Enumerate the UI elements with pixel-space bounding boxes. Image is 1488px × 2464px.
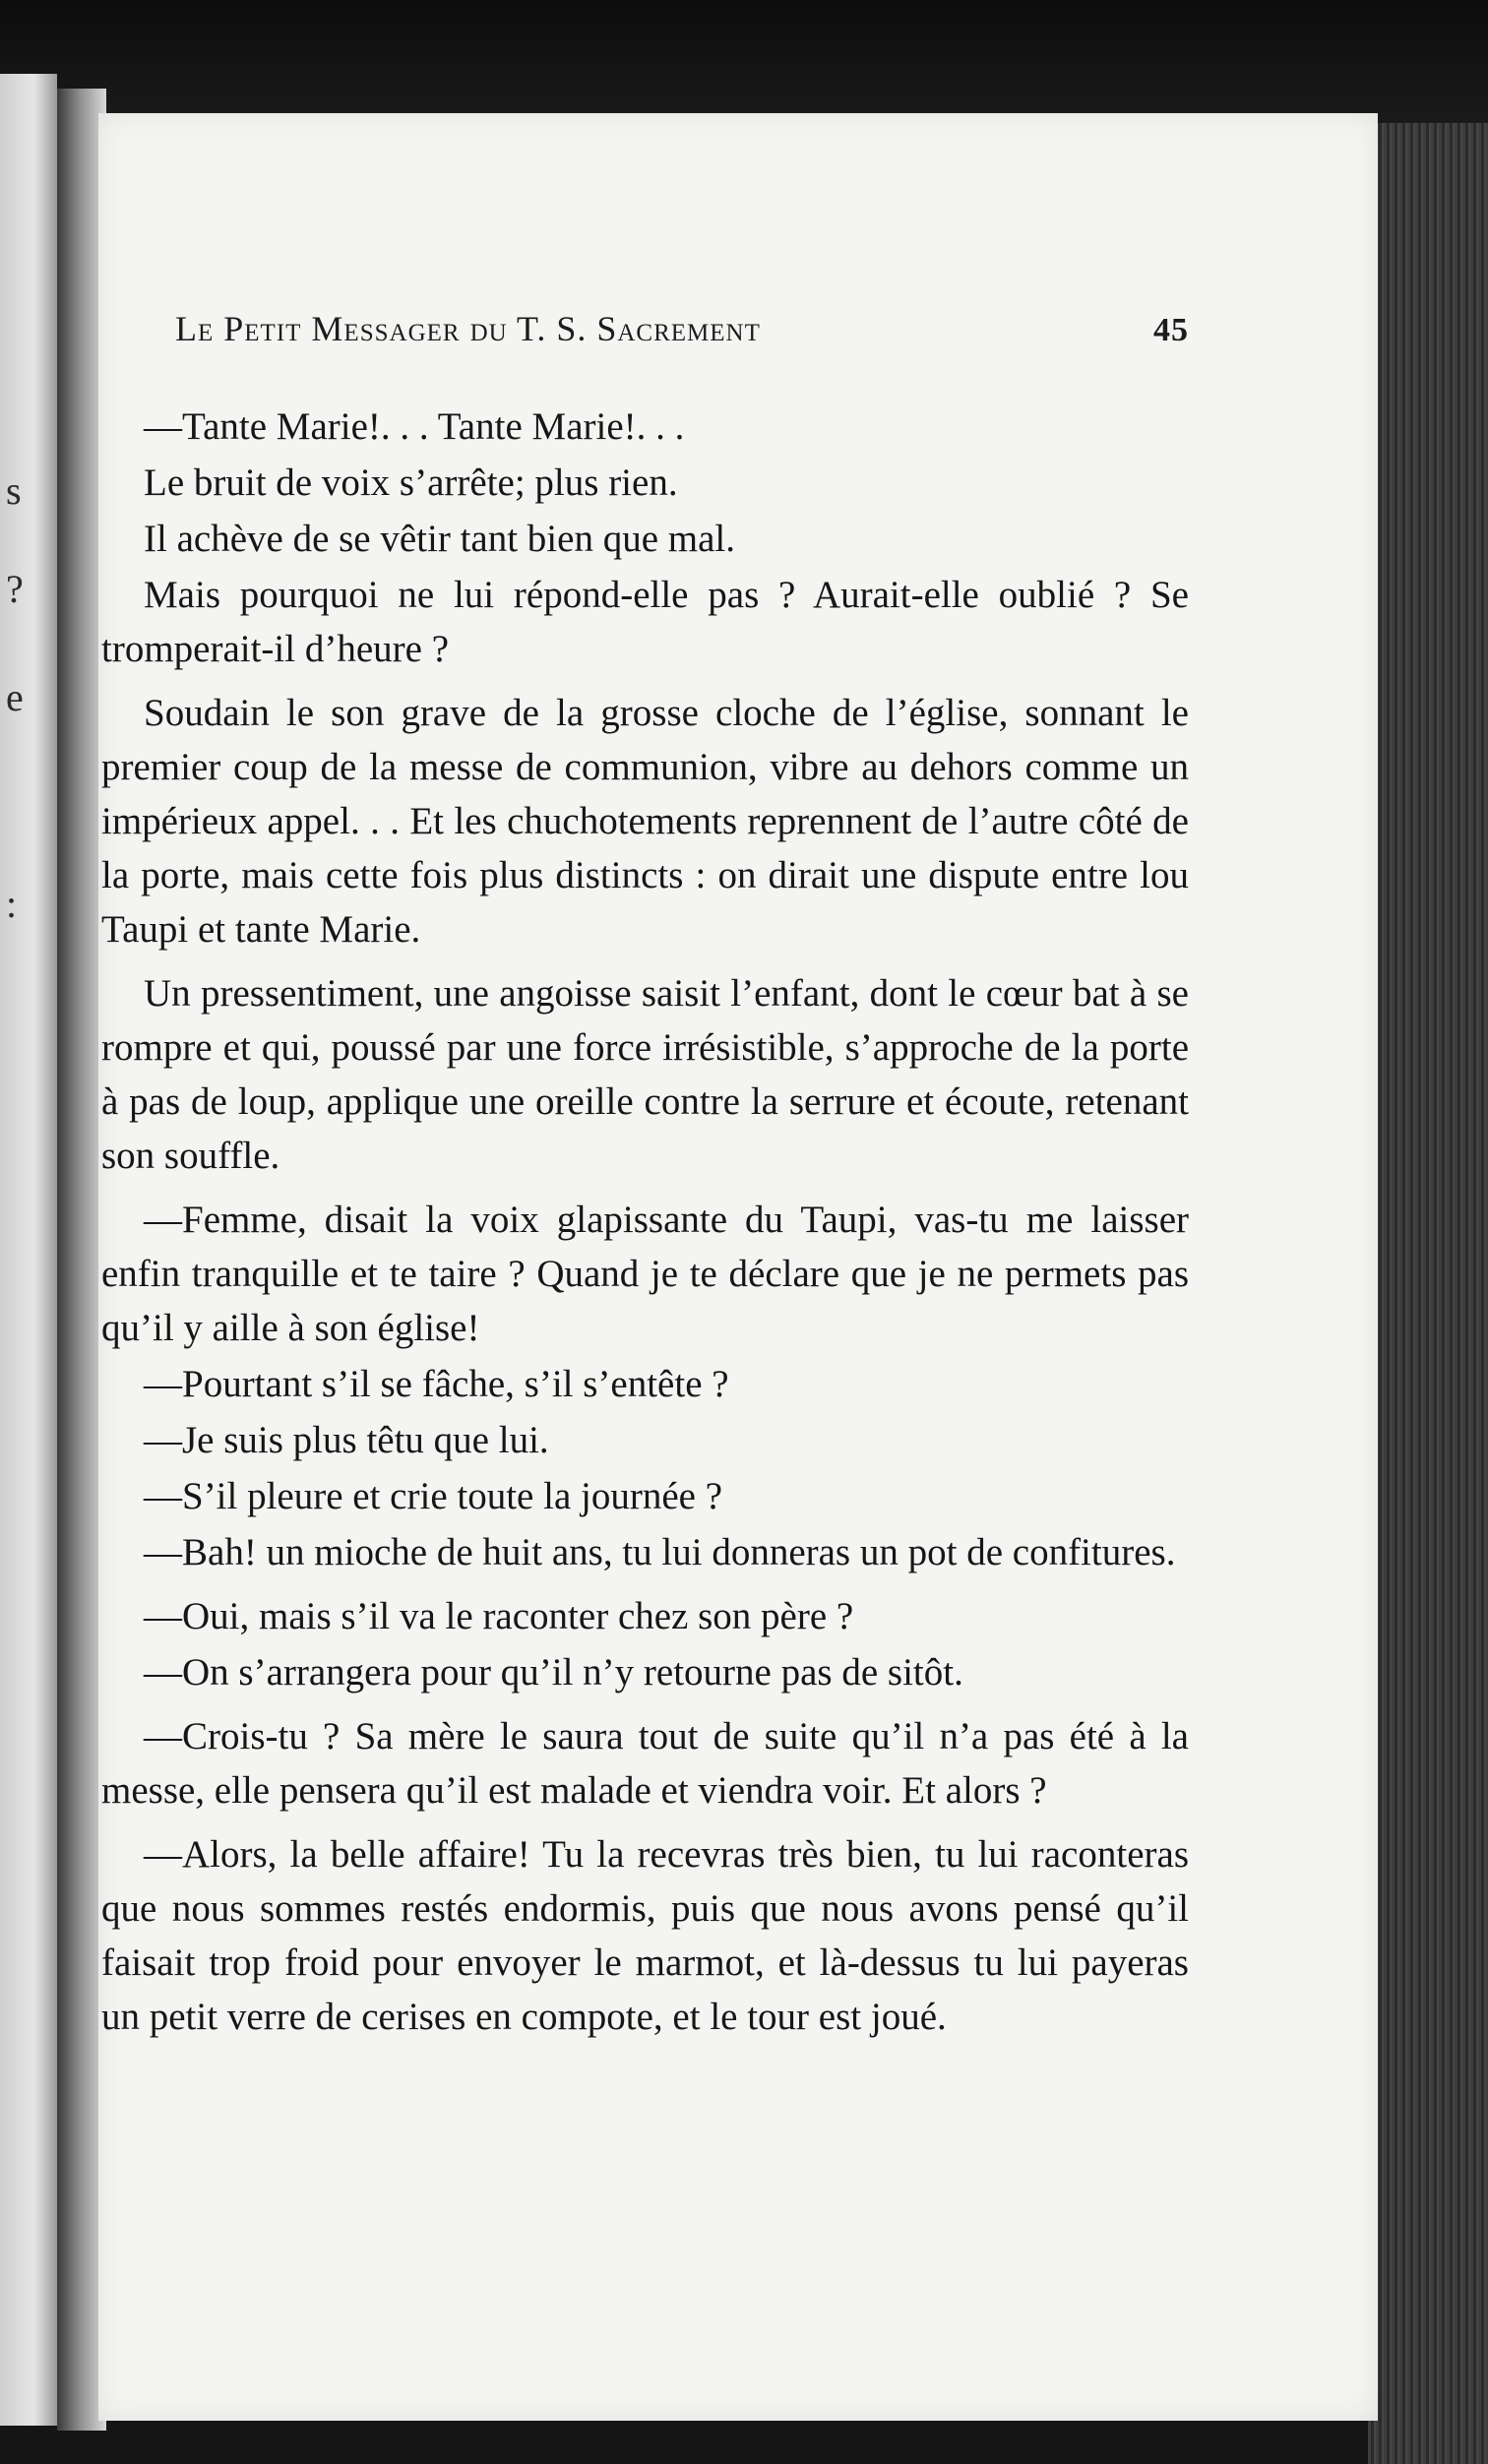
paragraph: —Bah! un mioche de huit ans, tu lui donneras un pot de confitures. <box>144 1531 1176 1573</box>
paragraph: Mais pourquoi ne lui répond-elle pas ? Aurait-elle oublié ? Se tromperait-il d’heure ? <box>101 574 1189 670</box>
facing-page-fragment: ? <box>6 567 24 611</box>
paragraph: —Crois-tu ? Sa mère le saura tout de suite qu’il n’a pas été à la messe, elle pensera qu’il est malade et viendra voir. Et alors ? <box>101 1715 1189 1812</box>
paragraph: —Je suis plus têtu que lui. <box>144 1419 549 1461</box>
paragraph: —Tante Marie!. . . Tante Marie!. . . <box>144 405 685 448</box>
paragraph: —Oui, mais s’il va le raconter chez son père ? <box>144 1595 854 1637</box>
facing-page-fragment: s <box>6 468 22 513</box>
paragraph: —Femme, disait la voix glapissante du Taupi, vas-tu me laisser enfin tranquille et te taire ? Quand je te déclare que je ne permets pas qu’il y aille à son église! <box>101 1199 1189 1349</box>
page-stack-edge <box>1368 123 1488 2464</box>
facing-page-edge <box>0 74 57 2426</box>
paragraph: Le bruit de voix s’arrête; plus rien. <box>144 462 678 504</box>
facing-page-fragment: : <box>6 882 18 926</box>
running-head: Le Petit Messager du T. S. Sacrement <box>175 309 761 348</box>
paragraph: Un pressentiment, une angoisse saisit l’enfant, dont le cœur bat à se rompre et qui, poussé par une force irrésistible, s’approche de la porte à pas de loup, applique une oreille contre la serrure et écoute, retenant son souffle. <box>101 972 1189 1177</box>
facing-page-fragment: e <box>6 675 24 719</box>
facing-page-text-fragments <box>0 74 57 2426</box>
body-text <box>101 400 1189 2046</box>
page-header <box>175 308 1189 349</box>
paragraph: —Alors, la belle affaire! Tu la recevras très bien, tu lui raconteras que nous sommes restés endormis, puis que nous avons pensé qu’il faisait trop froid pour envoyer le marmot, et là-dessus tu lui payeras un petit verre de cerises en compote, et le tour est joué. <box>101 1833 1189 2038</box>
page-number: 45 <box>1153 312 1189 348</box>
paragraph: —On s’arrangera pour qu’il n’y retourne pas de sitôt. <box>144 1651 963 1694</box>
scan-background <box>0 0 1488 128</box>
paragraph: —S’il pleure et crie toute la journée ? <box>144 1475 723 1517</box>
paragraph: —Pourtant s’il se fâche, s’il s’entête ? <box>144 1363 729 1405</box>
paragraph: Soudain le son grave de la grosse cloche de l’église, sonnant le premier coup de la messe de communion, vibre au dehors comme un impérieux appel. . . Et les chuchotements reprennent de l’autre côté de la porte, mais cette fois plus distincts : on dirait une dispute entre lou Taupi et tante Marie. <box>101 692 1189 951</box>
paragraph: Il achève de se vêtir tant bien que mal. <box>144 518 735 560</box>
